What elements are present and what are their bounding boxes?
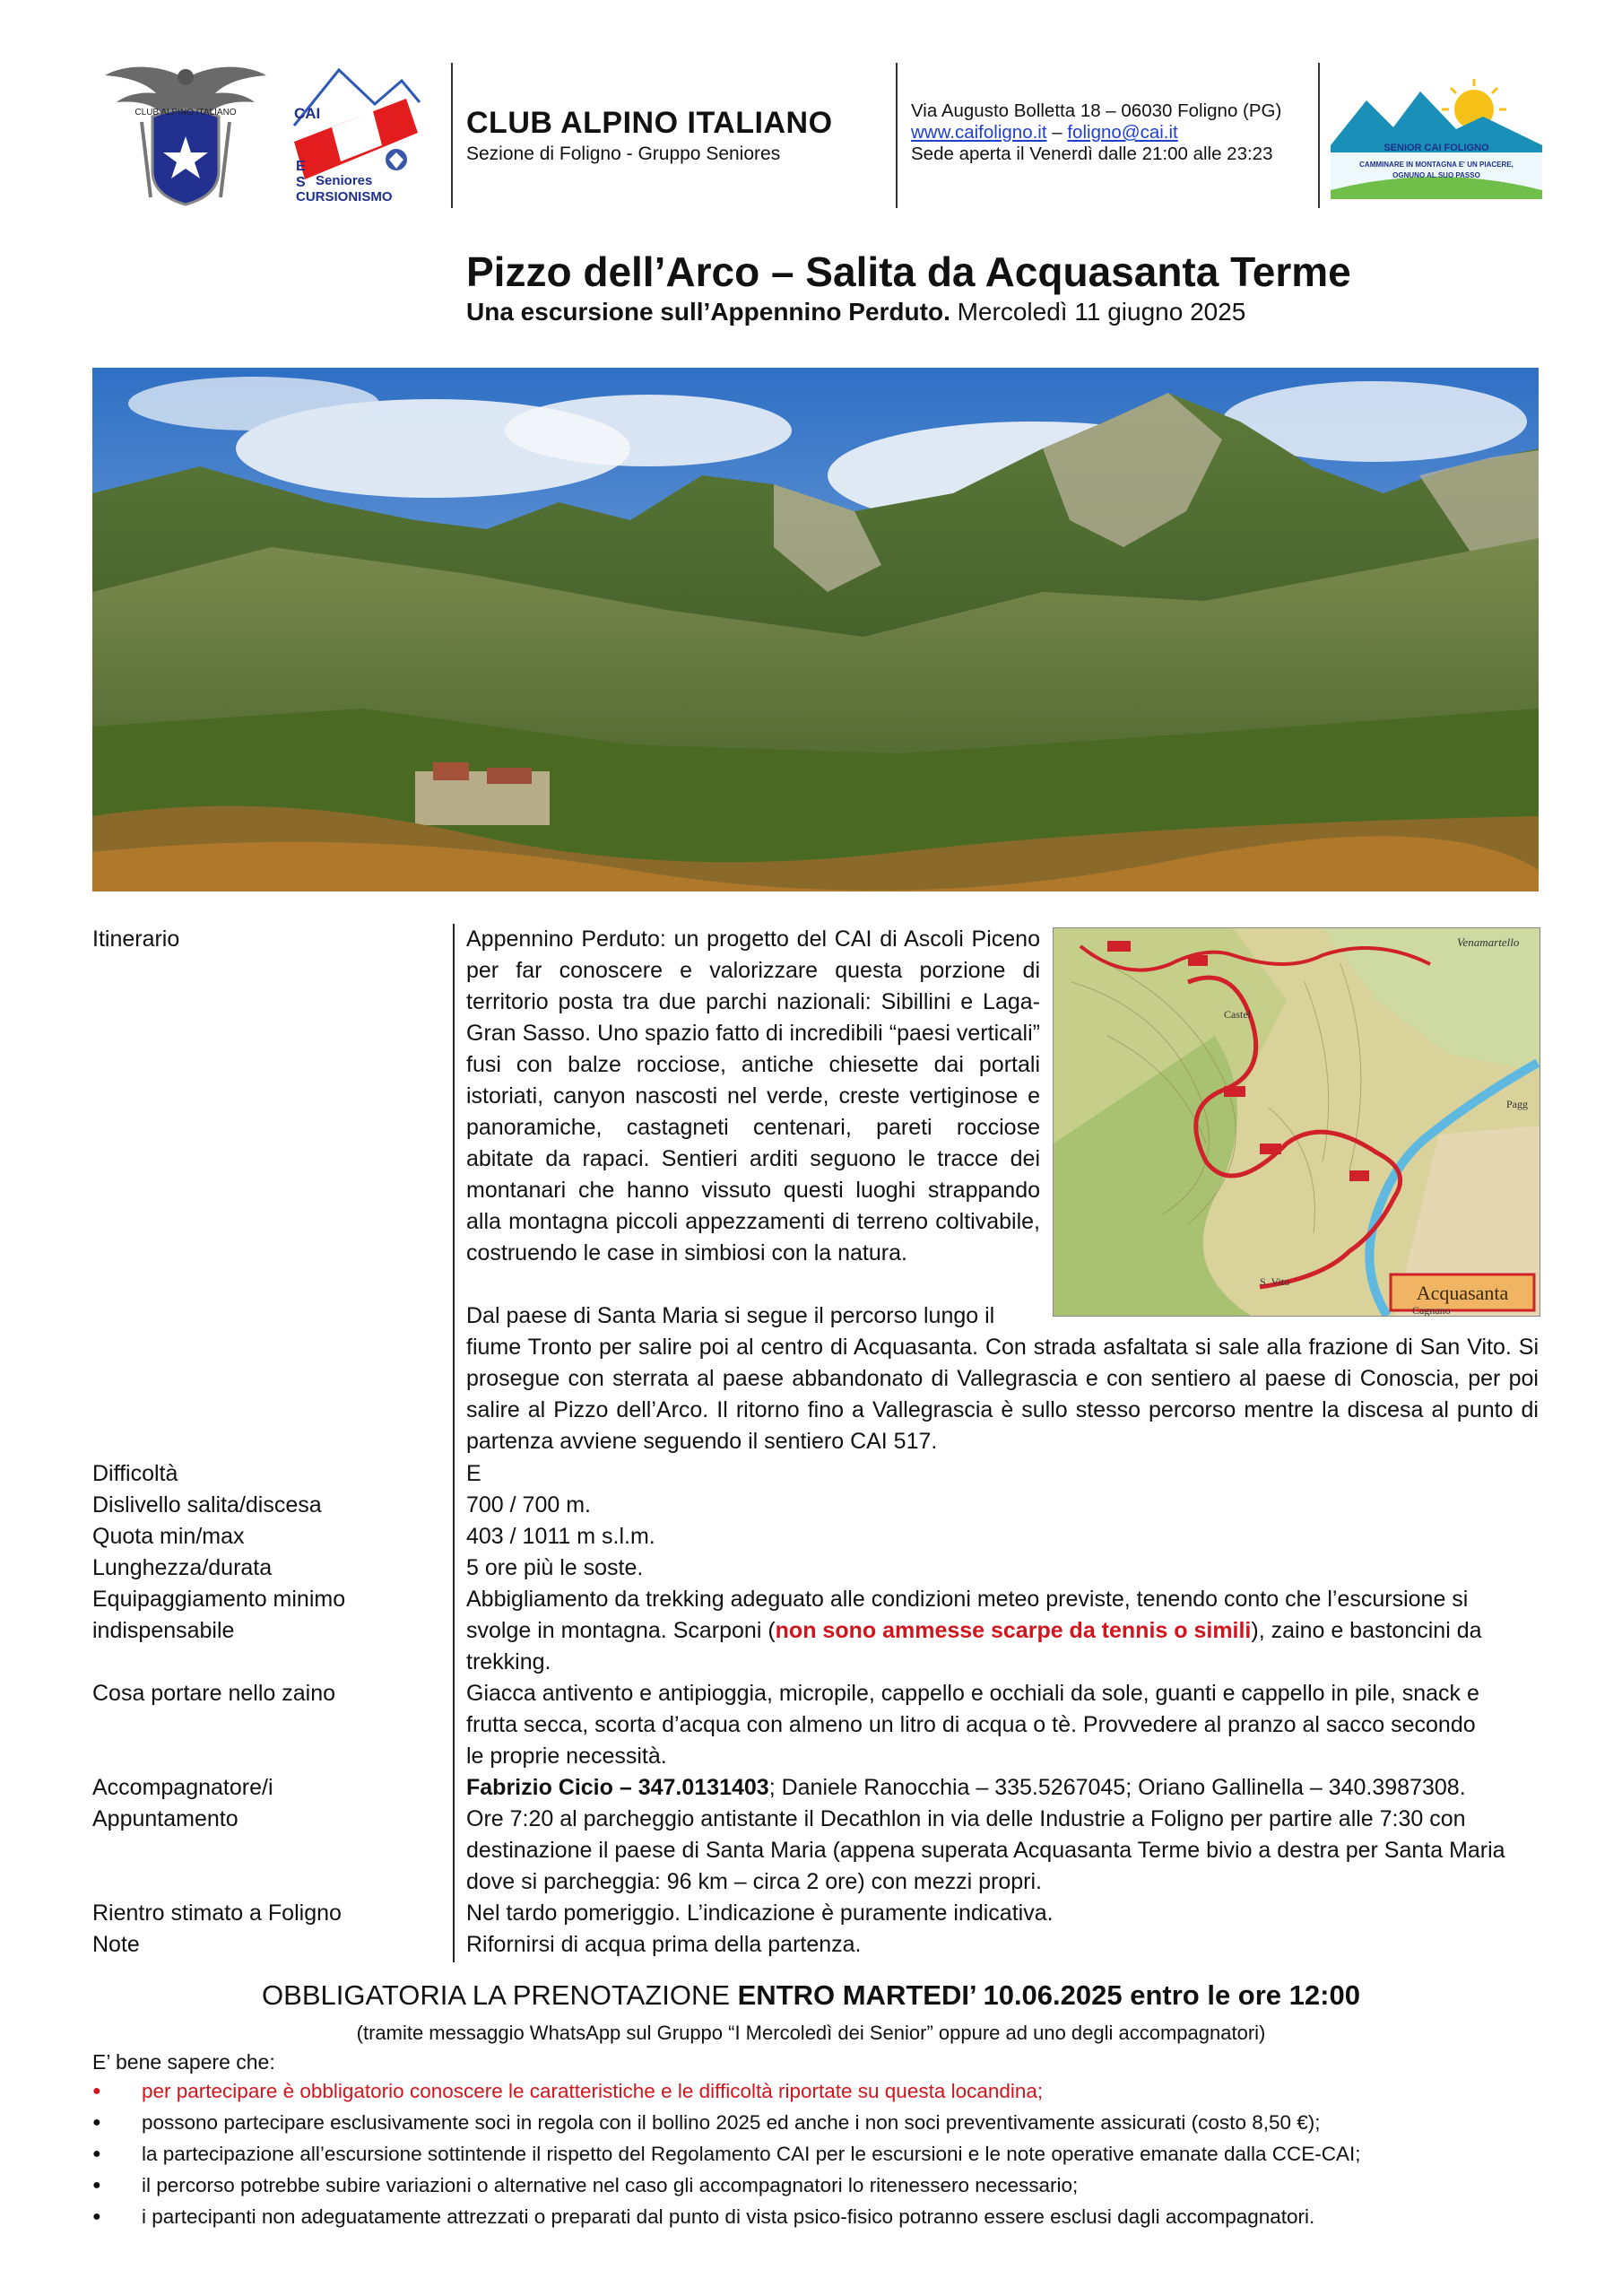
label-rientro: Rientro stimato a Foligno — [92, 1900, 342, 1926]
label-equipaggiamento-line1: Equipaggiamento minimo — [92, 1587, 346, 1612]
logo3-line2: OGNUNO AL SUO PASSO — [1392, 171, 1480, 179]
value-quota: 403 / 1011 m s.l.m. — [466, 1524, 655, 1549]
other-guides: ; Daniele Ranocchia – 335.5267045; Oriano Gallinella – 340.3987308. — [768, 1775, 1466, 1800]
equipaggiamento-warning: non sono ammesse scarpe da tennis o simili — [775, 1618, 1252, 1643]
list-item: ● la partecipazione all’escursione sottintende il rispetto del Regolamento CAI per le escursioni e le note operative emanate dalla CCE-CAI; — [92, 2138, 1545, 2170]
value-accompagnatori — [466, 1772, 1542, 1804]
email-link[interactable]: foligno@cai.it — [1067, 122, 1178, 143]
label-dislivello: Dislivello salita/discesa — [92, 1492, 322, 1518]
event-date: Mercoledì 11 giugno 2025 — [957, 298, 1246, 326]
label-equipaggiamento — [92, 1584, 345, 1647]
label-difficolta: Difficoltà — [92, 1461, 178, 1486]
label-equipaggiamento-line2: indispensabile — [92, 1618, 235, 1643]
escursionismo-logo — [276, 63, 429, 206]
label-quota: Quota min/max — [92, 1524, 245, 1549]
label-zaino: Cosa portare nello zaino — [92, 1681, 335, 1706]
value-appuntamento: Ore 7:20 al parcheggio antistante il Decathlon in via delle Industrie a Foligno per partire alle 7:30 con destinazione il paese di Santa Maria (appena superata Acquasanta Terme bivio a destra per Santa Maria dove si parcheggia: 96 km – circa 2 ore) con mezzi propri. — [466, 1806, 1505, 1894]
lead-guide: Fabrizio Cicio – 347.0131403 — [466, 1775, 769, 1800]
value-zaino: Giacca antivento e antipioggia, micropile, cappello e occhiali da sole, guanti e cappello in pile, snack e frutta secca, scorta d’acqua con almeno un litro di acqua o tè. Provvedere al pranzo al sacco secondo le proprie necessità. — [466, 1681, 1479, 1769]
equipaggiamento-text-b: ), zaino e bastoncini da trekking. — [466, 1618, 1482, 1674]
logo2-cursionismo: CURSIONISMO — [296, 189, 393, 204]
reservation-deadline: ENTRO MARTEDI’ 10.06.2025 entro le ore 12:00 — [737, 1979, 1360, 2011]
logo2-s: S — [296, 175, 306, 190]
logo2-seniores: Seniores — [316, 173, 373, 188]
list-item: ● i partecipanti non adeguatamente attrezzati o preparati dal punto di vista psico-fisico potranno essere esclusi dagli accompagnatori. — [92, 2201, 1545, 2232]
label-accompagnatori: Accompagnatore/i — [92, 1775, 273, 1800]
logo3-title: SENIOR CAI FOLIGNO — [1383, 143, 1489, 153]
map-label-acquasanta: Acquasanta — [1416, 1282, 1509, 1304]
header-divider-3 — [1318, 63, 1320, 208]
value-rientro: Nel tardo pomeriggio. L’indicazione è puramente indicativa. — [466, 1900, 1054, 1926]
reservation-notice — [0, 1979, 1622, 2012]
logo3-line1: CAMMINARE IN MONTAGNA E' UN PIACERE, — [1359, 161, 1514, 169]
itinerario-description: Appennino Perduto: un progetto del CAI di Ascoli Piceno per far conoscere e valorizzare questa porzione di territorio posta tra due parchi nazionali: Sibillini e Laga-Gran Sasso. Uno spazio fatto di incredibili “paesi verticali” fusi con balze rocciose, antiche chiesette dai portali istoriati, canyon nascosti nel verde, creste vertiginose e panoramiche, castagneti centenari, pareti rocciose abitate da rapaci. Sentieri arditi seguono le tracce dei montanari che hanno vissuto questi luoghi strappando alla montagna piccoli appezzamenti di terreno coltivabile, costruendo le case in simbiosi con la natura. — [466, 926, 1040, 1265]
subtitle-bold: Una escursione sull’Appennino Perduto. — [466, 298, 950, 326]
map-place-castel: Castel — [1224, 1008, 1251, 1021]
value-equipaggiamento — [466, 1584, 1515, 1678]
map-place-svito: S. Vito — [1260, 1275, 1290, 1288]
list-item: ● per partecipare è obbligatorio conoscere le caratteristiche e le difficoltà riportate su questa locandina; — [92, 2075, 1545, 2107]
links-line — [911, 122, 1281, 144]
value-note: Rifornirsi di acqua prima della partenza. — [466, 1932, 862, 1957]
club-section: Sezione di Foligno - Gruppo Seniores — [466, 144, 781, 164]
cai-eagle-logo — [100, 63, 271, 206]
value-difficolta: E — [466, 1461, 481, 1486]
logo2-cai: CAI — [294, 105, 321, 122]
list-item: ● possono partecipare esclusivamente soci in regola con il bollino 2025 ed anche i non soci preventivamente assicurati (costo 8,50 €); — [92, 2107, 1545, 2138]
itinerario-route-start: Dal paese di Santa Maria si segue il percorso lungo il — [466, 1303, 995, 1328]
page-title: Pizzo dell’Arco – Salita da Acquasanta Terme — [466, 248, 1351, 295]
label-itinerario: Itinerario — [92, 926, 180, 952]
label-appuntamento: Appuntamento — [92, 1806, 239, 1831]
list-item: ● il percorso potrebbe subire variazioni o alternative nel caso gli accompagnatori lo ritenessero necessario; — [92, 2170, 1545, 2201]
page-subtitle — [466, 298, 1245, 326]
label-lunghezza: Lunghezza/durata — [92, 1555, 273, 1580]
senior-cai-foligno-logo — [1331, 74, 1542, 199]
label-note: Note — [92, 1932, 140, 1957]
logo1-text: CLUB ALPINO ITALIANO — [134, 108, 237, 117]
map-place-cagnano: Cagnano — [1412, 1304, 1451, 1316]
mountain-photo — [92, 368, 1539, 891]
good-to-know-title: E’ bene sapere che: — [92, 2050, 275, 2074]
contact-block — [911, 100, 1281, 165]
address: Via Augusto Bolletta 18 – 06030 Foligno (PG) — [911, 100, 1282, 121]
route-map — [1053, 927, 1540, 1317]
reservation-mandatory: OBBLIGATORIA LA PRENOTAZIONE — [262, 1979, 738, 2011]
website-link[interactable]: www.caifoligno.it — [911, 122, 1047, 143]
value-lunghezza: 5 ore più le soste. — [466, 1555, 644, 1580]
value-dislivello: 700 / 700 m. — [466, 1492, 591, 1518]
header-divider-2 — [896, 63, 898, 208]
club-name: CLUB ALPINO ITALIANO — [466, 106, 833, 140]
logo2-e: E — [296, 159, 306, 174]
rules-list — [92, 2075, 1545, 2232]
link-separator: – — [1052, 122, 1063, 143]
header-divider-1 — [451, 63, 453, 208]
opening-hours: Sede aperta il Venerdì dalle 21:00 alle 23:23 — [911, 144, 1273, 164]
map-place-venamartello: Venamartello — [1457, 935, 1520, 949]
itinerario-route: fiume Tronto per salire poi al centro di Acquasanta. Con strada asfaltata si sale alla frazione di San Vito. Si prosegue con sterrata al paese abbandonato di Vallegrascia e con sentiero al paese di Conoscia, per poi salire al Pizzo dell’Arco. Il ritorno fino a Vallegrascia è sullo stesso percorso mentre la discesa al punto di partenza avviene seguendo il sentiero CAI 517. — [466, 1335, 1539, 1454]
header — [0, 0, 1622, 233]
map-place-pagg: Pagg — [1506, 1098, 1528, 1110]
table-divider — [453, 924, 455, 1962]
equipaggiamento-text-a: Abbigliamento da trekking adeguato alle condizioni meteo previste, tenendo conto che l’escursione si svolge in montagna. Scarponi ( — [466, 1587, 1469, 1643]
reservation-method: (tramite messaggio WhatsApp sul Gruppo “I Mercoledì dei Senior” oppure ad uno degli accompagnatori) — [356, 2022, 1266, 2044]
